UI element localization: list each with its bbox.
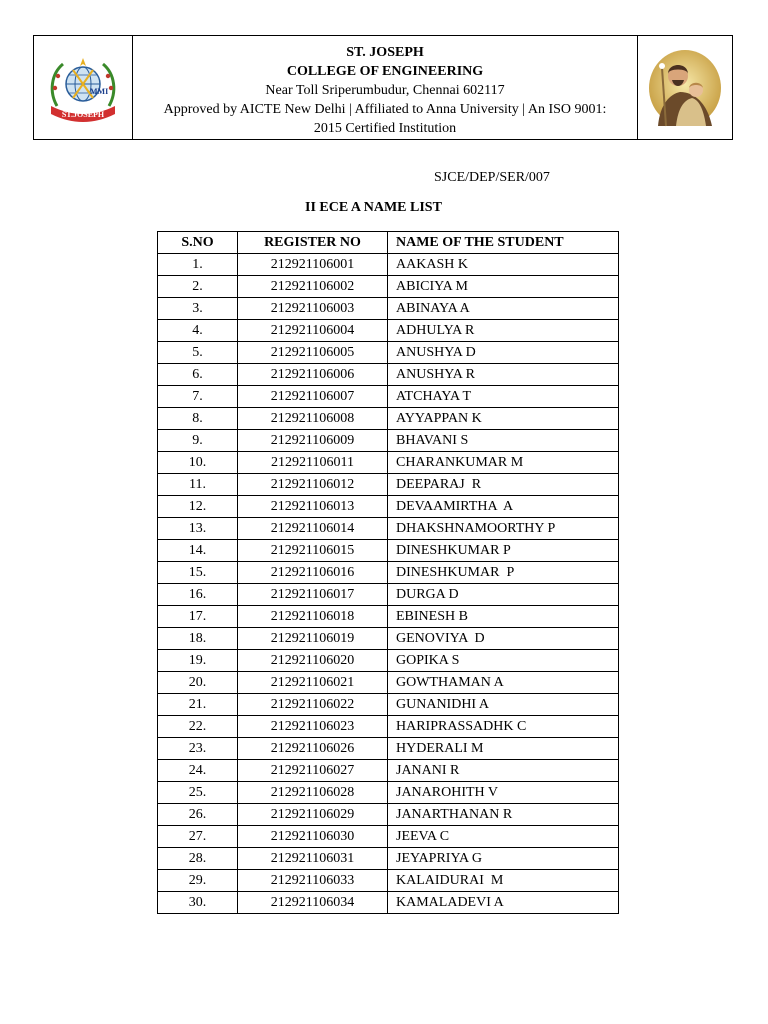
cell-sno: 11. xyxy=(158,474,238,496)
cell-student-name: DEVAAMIRTHA A xyxy=(388,496,619,518)
approval-line2: 2015 Certified Institution xyxy=(313,121,457,136)
cell-sno: 5. xyxy=(158,342,238,364)
cell-sno: 3. xyxy=(158,298,238,320)
cell-student-name: DHAKSHNAMOORTHY P xyxy=(388,518,619,540)
cell-sno: 10. xyxy=(158,452,238,474)
cell-sno: 16. xyxy=(158,584,238,606)
table-row xyxy=(158,364,619,386)
column-header-student-name: NAME OF THE STUDENT xyxy=(388,232,619,254)
cell-sno: 14. xyxy=(158,540,238,562)
table-header-row xyxy=(158,232,619,254)
cell-register-no: 212921106019 xyxy=(238,628,388,650)
cell-sno: 25. xyxy=(158,782,238,804)
table-row xyxy=(158,804,619,826)
table-row xyxy=(158,254,619,276)
table-row xyxy=(158,892,619,914)
cell-register-no: 212921106034 xyxy=(238,892,388,914)
college-address: Near Toll Sriperumbudur, Chennai 602117 xyxy=(265,83,505,98)
table-body xyxy=(158,254,619,914)
cell-student-name: GOPIKA S xyxy=(388,650,619,672)
table-row xyxy=(158,386,619,408)
cell-register-no: 212921106013 xyxy=(238,496,388,518)
cell-register-no: 212921106017 xyxy=(238,584,388,606)
cell-register-no: 212921106021 xyxy=(238,672,388,694)
cell-register-no: 212921106004 xyxy=(238,320,388,342)
cell-sno: 1. xyxy=(158,254,238,276)
cell-student-name: EBINESH B xyxy=(388,606,619,628)
cell-student-name: AAKASH K xyxy=(388,254,619,276)
cell-sno: 29. xyxy=(158,870,238,892)
saint-joseph-portrait-icon xyxy=(646,48,724,128)
approval-line1: Approved by AICTE New Delhi | Affiliated to Anna University | An ISO 9001: xyxy=(163,102,607,117)
cell-sno: 8. xyxy=(158,408,238,430)
cell-student-name: JEYAPRIYA G xyxy=(388,848,619,870)
table-row xyxy=(158,320,619,342)
cell-sno: 21. xyxy=(158,694,238,716)
cell-student-name: ANUSHYA D xyxy=(388,342,619,364)
list-title: II ECE A NAME LIST xyxy=(305,200,442,215)
cell-register-no: 212921106002 xyxy=(238,276,388,298)
table-row xyxy=(158,760,619,782)
cell-register-no: 212921106018 xyxy=(238,606,388,628)
table-row xyxy=(158,606,619,628)
photo-cell xyxy=(637,36,732,139)
cell-register-no: 212921106003 xyxy=(238,298,388,320)
cell-student-name: ABINAYA A xyxy=(388,298,619,320)
table-row xyxy=(158,298,619,320)
table-row xyxy=(158,826,619,848)
cell-sno: 28. xyxy=(158,848,238,870)
student-name-table xyxy=(157,231,619,914)
cell-sno: 27. xyxy=(158,826,238,848)
cell-register-no: 212921106031 xyxy=(238,848,388,870)
cell-student-name: JANAROHITH V xyxy=(388,782,619,804)
cell-student-name: BHAVANI S xyxy=(388,430,619,452)
cell-sno: 7. xyxy=(158,386,238,408)
cell-student-name: GOWTHAMAN A xyxy=(388,672,619,694)
cell-register-no: 212921106005 xyxy=(238,342,388,364)
cell-sno: 6. xyxy=(158,364,238,386)
table-row xyxy=(158,782,619,804)
cell-student-name: ADHULYA R xyxy=(388,320,619,342)
cell-student-name: CHARANKUMAR M xyxy=(388,452,619,474)
table-row xyxy=(158,496,619,518)
cell-student-name: KALAIDURAI M xyxy=(388,870,619,892)
column-header-register-no: REGISTER NO xyxy=(238,232,388,254)
cell-student-name: JEEVA C xyxy=(388,826,619,848)
cell-student-name: DURGA D xyxy=(388,584,619,606)
cell-sno: 2. xyxy=(158,276,238,298)
cell-sno: 24. xyxy=(158,760,238,782)
table-row xyxy=(158,848,619,870)
cell-student-name: JANANI R xyxy=(388,760,619,782)
cell-register-no: 212921106033 xyxy=(238,870,388,892)
letterhead-title-block xyxy=(133,36,637,139)
logo-text-mmi: MMI xyxy=(90,86,109,96)
cell-student-name: HARIPRASSADHK C xyxy=(388,716,619,738)
cell-register-no: 212921106020 xyxy=(238,650,388,672)
cell-register-no: 212921106028 xyxy=(238,782,388,804)
college-name-line2: COLLEGE OF ENGINEERING xyxy=(286,64,484,79)
college-emblem-icon xyxy=(43,48,123,128)
column-header-sno: S.NO xyxy=(158,232,238,254)
cell-register-no: 212921106011 xyxy=(238,452,388,474)
cell-register-no: 212921106029 xyxy=(238,804,388,826)
table-row xyxy=(158,562,619,584)
cell-register-no: 212921106009 xyxy=(238,430,388,452)
table-row xyxy=(158,628,619,650)
table-row xyxy=(158,650,619,672)
cell-register-no: 212921106015 xyxy=(238,540,388,562)
logo-cell xyxy=(34,36,133,139)
table-row xyxy=(158,672,619,694)
table-row xyxy=(158,694,619,716)
cell-student-name: GUNANIDHI A xyxy=(388,694,619,716)
table-row xyxy=(158,342,619,364)
cell-register-no: 212921106001 xyxy=(238,254,388,276)
table-row xyxy=(158,408,619,430)
cell-sno: 17. xyxy=(158,606,238,628)
cell-sno: 15. xyxy=(158,562,238,584)
cell-register-no: 212921106016 xyxy=(238,562,388,584)
table-row xyxy=(158,430,619,452)
cell-register-no: 212921106026 xyxy=(238,738,388,760)
cell-student-name: AYYAPPAN K xyxy=(388,408,619,430)
cell-register-no: 212921106030 xyxy=(238,826,388,848)
cell-sno: 26. xyxy=(158,804,238,826)
cell-student-name: JANARTHANAN R xyxy=(388,804,619,826)
cell-register-no: 212921106027 xyxy=(238,760,388,782)
table-row xyxy=(158,716,619,738)
table-row xyxy=(158,452,619,474)
cell-register-no: 212921106007 xyxy=(238,386,388,408)
cell-student-name: ANUSHYA R xyxy=(388,364,619,386)
cell-sno: 30. xyxy=(158,892,238,914)
cell-student-name: DEEPARAJ R xyxy=(388,474,619,496)
cell-student-name: KAMALADEVI A xyxy=(388,892,619,914)
cell-student-name: DINESHKUMAR P xyxy=(388,562,619,584)
table-row xyxy=(158,474,619,496)
cell-sno: 9. xyxy=(158,430,238,452)
cell-register-no: 212921106008 xyxy=(238,408,388,430)
logo-ribbon-text: ST.JOSEPH xyxy=(61,109,105,119)
table-row xyxy=(158,276,619,298)
table-row xyxy=(158,738,619,760)
cell-student-name: ABICIYA M xyxy=(388,276,619,298)
college-name-line1: ST. JOSEPH xyxy=(346,45,424,60)
document-reference: SJCE/DEP/SER/007 xyxy=(434,170,550,185)
cell-sno: 19. xyxy=(158,650,238,672)
cell-register-no: 212921106012 xyxy=(238,474,388,496)
cell-register-no: 212921106006 xyxy=(238,364,388,386)
cell-sno: 4. xyxy=(158,320,238,342)
cell-sno: 23. xyxy=(158,738,238,760)
cell-register-no: 212921106022 xyxy=(238,694,388,716)
cell-register-no: 212921106023 xyxy=(238,716,388,738)
cell-student-name: DINESHKUMAR P xyxy=(388,540,619,562)
cell-register-no: 212921106014 xyxy=(238,518,388,540)
cell-sno: 12. xyxy=(158,496,238,518)
cell-sno: 22. xyxy=(158,716,238,738)
cell-student-name: GENOVIYA D xyxy=(388,628,619,650)
table-row xyxy=(158,540,619,562)
cell-sno: 18. xyxy=(158,628,238,650)
table-row xyxy=(158,518,619,540)
cell-sno: 13. xyxy=(158,518,238,540)
cell-student-name: ATCHAYA T xyxy=(388,386,619,408)
cell-sno: 20. xyxy=(158,672,238,694)
cell-student-name: HYDERALI M xyxy=(388,738,619,760)
table-row xyxy=(158,584,619,606)
table-row xyxy=(158,870,619,892)
letterhead xyxy=(33,35,733,140)
